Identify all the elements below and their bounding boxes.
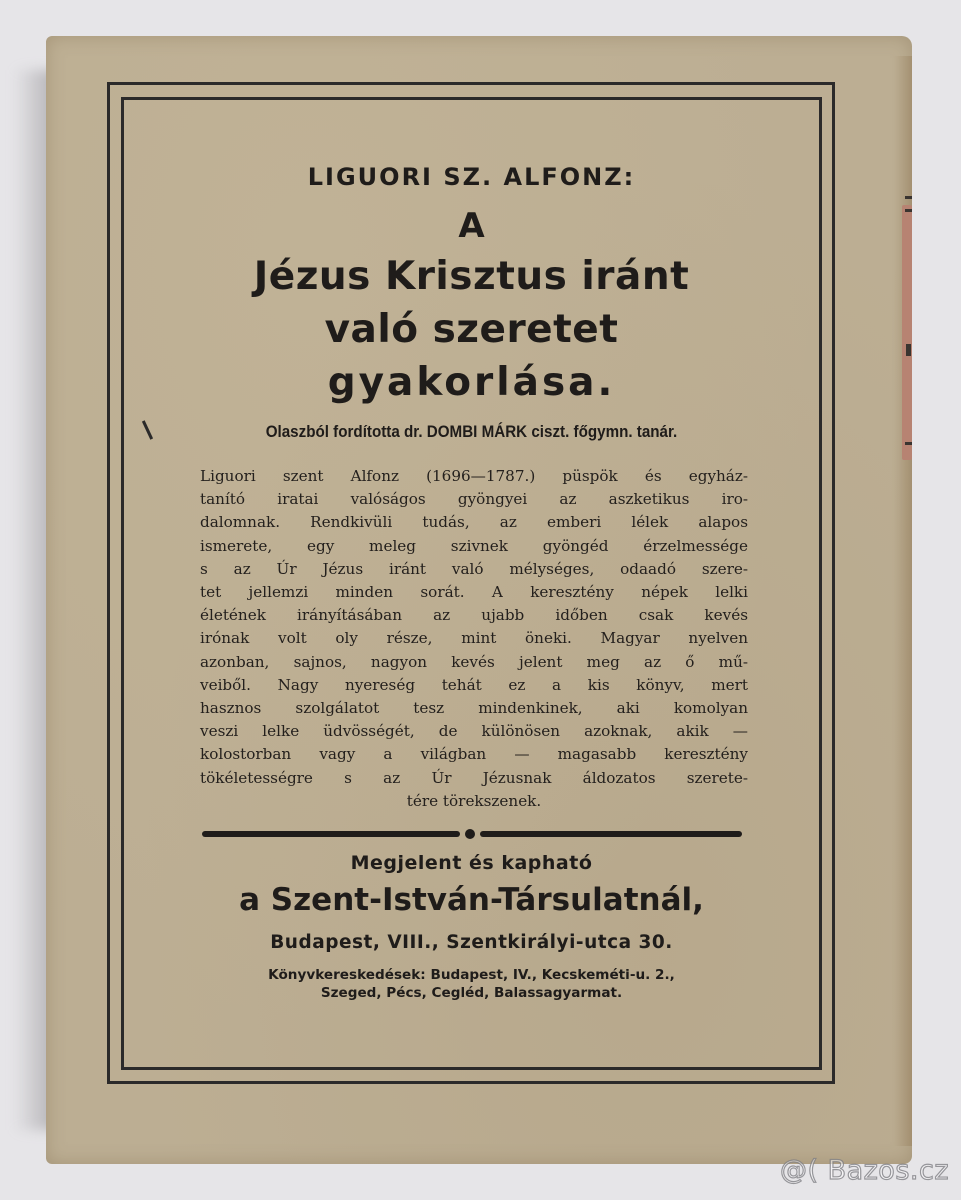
divider-bar-left [202,831,460,837]
description-line: tet jellemzi minden sorát. A keresztény népek lelki [200,583,748,602]
description-line: tére törekszenek. [406,791,542,810]
spine-mark [905,442,912,445]
description-line: veszi lelke üdvösségét, de különösen azoknak, akik — [200,722,748,741]
description-line: s az Úr Jézus iránt való mélységes, odaadó szere- [200,559,748,578]
divider-bar-right [480,831,742,837]
divider-dot [465,829,475,839]
translator-credit: Olaszból fordította dr. DOMBI MÁRK ciszt. főgymn. tanár. [265,423,678,441]
ornamental-divider [202,829,742,839]
description-line: életének irányításában az ujabb időben csak kevés [200,606,748,625]
spine-mark [905,209,912,212]
description-line: tökéletességre s az Úr Jézusnak áldozatos szerete- [200,768,748,787]
bookshops-line-2: Szeged, Pécs, Cegléd, Balassagyarmat. [320,985,623,1001]
spine-mark [906,344,911,356]
book-title [124,250,819,409]
description-line: tanító iratai valóságos gyöngyei az aszketikus iro- [200,490,748,509]
title-article: A [458,206,485,246]
title-line-3: gyakorlása. [327,360,616,405]
description-line: Liguori szent Alfonz (1696—1787.) püspök és egyház- [200,467,748,485]
description-line: ismerete, egy meleg szivnek gyöngéd érzelmessége [200,536,748,555]
description-paragraph [200,465,748,813]
description-line: irónak volt oly része, mint öneki. Magyar nyelven [200,629,748,648]
watermark: @( Bazos.cz [779,1155,949,1186]
bookshops-line-1: Könyvkereskedések: Budapest, IV., Kecskeméti-u. 2., [268,967,675,983]
title-line-2: való szeretet [324,307,619,352]
description-line: veiből. Nagy nyereség tehát ez a kis könyv, mert [200,675,748,694]
title-line-1: Jézus Krisztus iránt [253,254,690,299]
publisher-name: a Szent-István-Társulatnál, [239,882,704,918]
description-line: kolostorban vagy a világban — magasabb keresztény [200,745,748,764]
spine-mark [905,196,912,199]
spine-red-strip [902,205,912,460]
description-line: azonban, sajnos, nagyon kevés jelent meg az ő mű- [200,652,748,671]
cover-content [124,100,819,1067]
description-line: dalomnak. Rendkivüli tudás, az emberi lélek alapos [200,513,748,532]
description-line: hasznos szolgálatot tesz mindenkinek, aki komolyan [200,699,748,718]
author-heading: LIGUORI SZ. ALFONZ: [307,163,636,191]
bookshops-list [124,966,819,1002]
publisher-address: Budapest, VIII., Szentkirályi-utca 30. [270,932,673,953]
publisher-intro: Megjelent és kapható [350,852,593,874]
